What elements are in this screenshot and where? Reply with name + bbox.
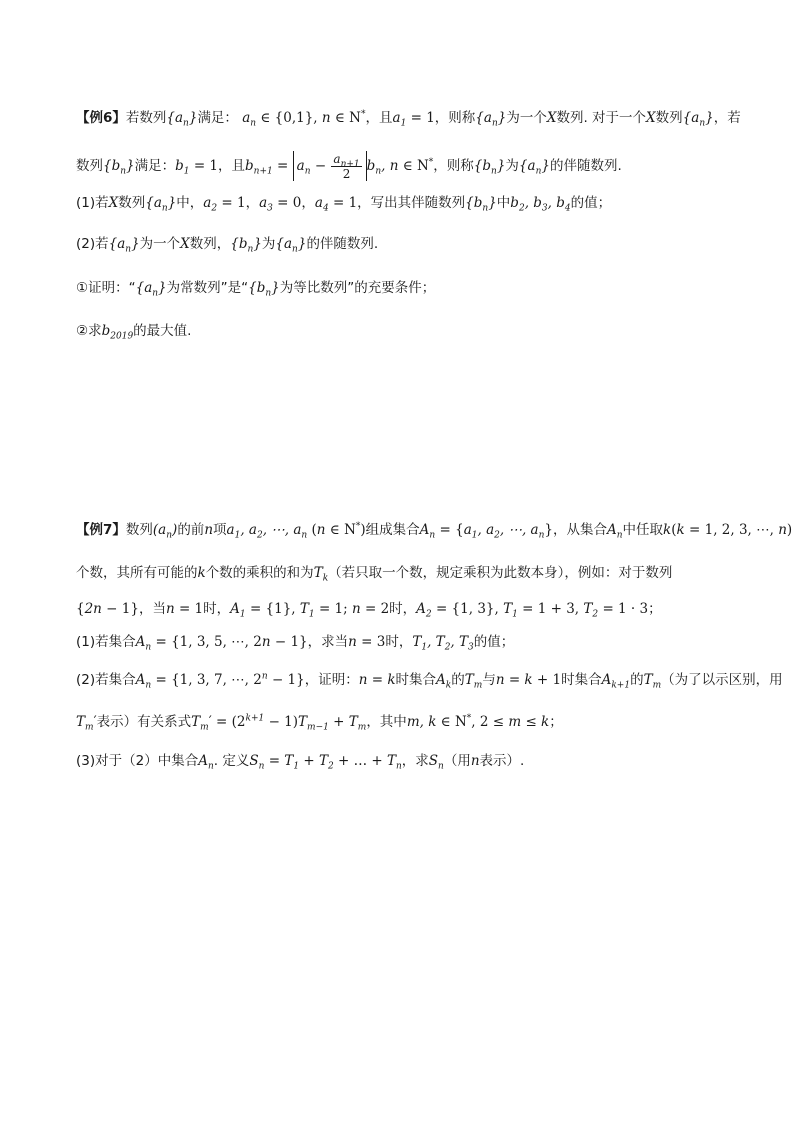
ex7-line-3: {2n − 1}，当n = 1时，$A_1 = \{1\}$, $T_1 = 1$; n = 2时，$A_2 = \{1$, 3}, $T_1 = 1 + 3$, $T_2 = 1 \cdot 3$； bbox=[76, 601, 662, 620]
ex6-line-2: 数列$\{b_n\}$满足：$b_1 = 1$，且$b_{n+1} = a_n$ − $\frac{a_{n+1}}{2}$ $b_n$, n ∈ N*，则称$\{b_n\}$为$\{a_n\}$的伴随数列. bbox=[76, 152, 622, 181]
ex6-label: 【例6】 bbox=[76, 110, 126, 126]
ex7-line-1: 【例7】数列$(a_n)$的前n项$a_1$, $a_2$, ⋯, $a_n$ (n ∈ N*)组成集合$A_n = \{a_1$, $a_2$, ⋯, $a_n$}，从集合$A_n$中任取k(k = 1, 2, 3, ⋯, n) bbox=[76, 521, 793, 541]
ex7-question-2-line-2: $T_m'$表示）有关系式$T_m' = (2^{k+1} - 1)T_{m-1} + T_m$，其中m, k ∈ N*, 2 ≤ m ≤ k； bbox=[76, 713, 563, 733]
ex6-question-1: (1)若X数列$\{a_n\}$中，$a_2 = 1$，$a_3 = 0$，$a_4 = 1$，写出其伴随数列$\{b_n\}$中$b_2$, $b_3$, $b_4$的值； bbox=[76, 195, 612, 214]
ex7-question-1: (1)若集合$A_n = \{1$, 3, 5, ⋯, 2n − 1}，求当n = 3时，$T_1$, $T_2$, $T_3$的值； bbox=[76, 634, 515, 653]
ex7-label: 【例7】 bbox=[76, 522, 126, 538]
ex6-question-2-part-1: ①证明：“$\{a_n\}$为常数列”是“$\{b_n\}$为等比数列”的充要条件； bbox=[76, 280, 436, 299]
ex6-question-2: (2)若$\{a_n\}$为一个X数列，$\{b_n\}$为$\{a_n\}$的伴随数列. bbox=[76, 236, 379, 255]
ex7-question-2: (2)若集合$A_n = \{1$, 3, 7, ⋯, 2$^n$ − 1}，证明：n = k时集合$A_k$的$T_m$与n = k + 1时集合$A_{k+1}$的$T_m$（为了以示区别，用 bbox=[76, 671, 783, 691]
ex6-line-1: 【例6】若数列$\{a_n\}$满足： $a_n$ ∈ {0,1}, n ∈ N*，且$a_1 = 1$，则称$\{a_n\}$为一个X数列. 对于一个X数列$\{a_n\}$，若 bbox=[76, 109, 741, 129]
ex6-question-2-part-2: ②求$b_{2019}$的最大值. bbox=[76, 323, 192, 342]
ex7-question-3: (3)对于（2）中集合$A_n$. 定义$S_n = T_1 + T_2$ + … + $T_n$，求$S_n$（用n表示）. bbox=[76, 753, 525, 772]
ex7-line-2: 个数，其所有可能的k个数的乘积的和为$T_k$（若只取一个数，规定乘积为此数本身），例如：对于数列 bbox=[76, 565, 673, 584]
abs-expression: $a_n$ − $\frac{a_{n+1}}{2}$ bbox=[293, 151, 367, 181]
